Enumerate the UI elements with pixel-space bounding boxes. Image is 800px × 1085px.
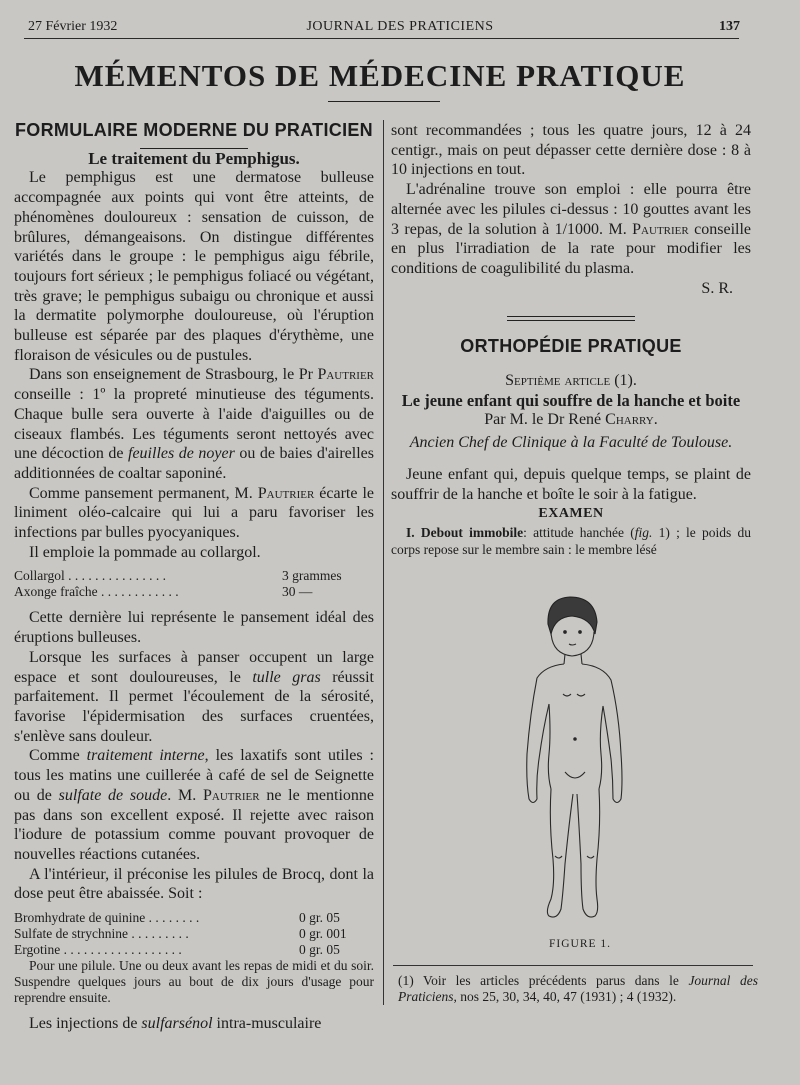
title-rule (328, 101, 440, 102)
text: conseille : 1º la propreté minutieuse des téguments. Chaque bulle sera ouverte à l'aide d'aiguilles ou de ciseaux flambés. Les téguments seront nettoyés avec une décoction de (14, 386, 374, 463)
text: ou de baies d'airelles additionnées de coaltar saponiné. (14, 445, 374, 482)
paragraph: sont recommandées ; tous les quatre jours, 12 à 24 centigr., mais on peut dépasser cette dernière dose : 8 à 10 injections en tout. (391, 122, 751, 179)
author-name: Pautrier (257, 484, 315, 502)
paragraph: Jeune enfant qui, depuis quelque temps, se plaint de souffrir de la hanche et boîte le soir à la fatigue. (391, 465, 751, 503)
dose: 0 gr. 05 (299, 910, 340, 926)
section-title-formulaire: FORMULAIRE MODERNE DU PRATICIEN (15, 120, 373, 140)
paragraph (14, 365, 374, 483)
text: : attitude hanchée ( (523, 524, 635, 540)
text: Comme pansement permanent, M. (29, 484, 253, 502)
article-title: Le jeune enfant qui souffre de la hanche et boite (401, 390, 741, 410)
section-title-orthopedie: ORTHOPÉDIE PRATIQUE (460, 336, 682, 357)
italic-text: tulle gras (252, 668, 321, 686)
byline (391, 410, 751, 430)
author-name: Pautrier (202, 786, 260, 804)
dose: 3 grammes (282, 568, 342, 584)
paragraph (391, 524, 751, 558)
text: L'adrénaline trouve son emploi : elle pourra être alternée avec les pilules ci-dessus : 10 gouttes avant les 3 repas, de la solution à 1/1000. M. (391, 181, 751, 238)
dose: 30 — (282, 584, 313, 600)
text: réussit parfaitement. Il permet l'écoulement de la sérosité, favorise l'épidermisation des surfaces cruentées, s'enlève sans douleur. (14, 668, 374, 745)
right-column (391, 121, 751, 558)
text: (1) Voir les articles précédents parus dans le (398, 973, 679, 988)
paragraph (391, 180, 751, 279)
italic-text: sulfarsénol (141, 1015, 213, 1033)
header-journal-name: JOURNAL DES PRATICIENS (306, 19, 494, 34)
italic-text: traitement interne (86, 747, 205, 765)
prescription-row (14, 926, 374, 942)
ingredient: Sulfate de strychnine . . . . . . . . . (14, 926, 189, 942)
main-title: MÉMENTOS DE MÉDECINE PRATIQUE (74, 58, 686, 93)
text: 1) ; le poids du corps repose sur le membre sain : le membre lésé (391, 524, 752, 557)
paragraph (14, 746, 374, 864)
text: intra-musculaire (216, 1015, 322, 1033)
footnote (398, 973, 758, 1004)
italic-text: fig. (634, 524, 653, 540)
paragraph (14, 1014, 374, 1034)
author-name: Pautrier (317, 366, 375, 384)
ingredient: Collargol . . . . . . . . . . . . . . . (14, 568, 167, 584)
prescription-collargol (14, 568, 374, 600)
text: . M. (167, 786, 197, 804)
figure-child-illustration (515, 594, 635, 934)
signature: S. R. (701, 279, 733, 297)
paragraph: Cette dernière lui représente le pansement idéal des éruptions bulleuses. (14, 609, 374, 647)
footnote-rule (393, 965, 753, 966)
author-name: Charry (605, 411, 654, 429)
text: Lorsque les surfaces à panser occupent un large espace et sont douloureuses, le (14, 648, 374, 686)
dose: 0 gr. 05 (299, 942, 340, 958)
text: Les injections de (29, 1015, 138, 1033)
text: Le pemphigus est une dermatose bulleuse accompagnée aux points qui vont être atteints, de phénomènes douloureux : sensation de cuisson, de brûlures, démangeaisons. On distingue différentes variétés dans le groupe : le pemphigus aigu fébrile, toujours fort sérieux ; le pemphigus foliacé ou végétant, très grave; le pemphigus subaigu ou chronique et aussi la dermatite polymorphe douloureuse, où l'éruption bulleuse est séparée par des plaques d'érythème, une floraison de vésicules ou de pustules. (14, 169, 374, 364)
paragraph (14, 168, 374, 365)
header-date: 27 Février 1932 (28, 19, 118, 34)
prescription-pills (14, 910, 374, 1006)
text: ne le mentionne pas dans son excellent exposé. Il rejette avec raison l'iodure de potassium comme pouvant provoquer de nouvelles réactions cutanées. (14, 786, 375, 863)
text: écarte le liniment oléo-calcaire qui lui a paru favoriser les infections par bulles pyocyaniques. (14, 484, 374, 542)
dose: 0 gr. 001 (299, 926, 347, 942)
text: Comme (29, 747, 80, 765)
ingredient: Ergotine . . . . . . . . . . . . . . . . . . (14, 942, 182, 958)
exam-heading: EXAMEN (538, 506, 604, 522)
paragraph: Il emploie la pommade au collargol. (29, 543, 261, 561)
figure-caption: FIGURE 1. (548, 938, 612, 950)
prescription-note: Pour une pilule. Une ou deux avant les repas de midi et du soir. Suspendre quelques jours au bout de dix jours d'usage pour reprendre ensuite. (14, 958, 374, 1006)
header-rule (24, 38, 739, 39)
bold-text: I. Debout immobile (406, 524, 524, 540)
paragraph: A l'intérieur, il préconise les pilules de Brocq, dont la dose peut être abaissée. Soit : (14, 865, 374, 903)
text: conseille en plus l'irradiation de la rate pour modifier les conditions de coagulibilité du plasma. (391, 220, 752, 277)
article-subtitle: Le traitement du Pemphigus. (88, 148, 300, 168)
ingredient: Bromhydrate de quinine . . . . . . . . (14, 910, 200, 926)
italic-text: feuilles de noyer (128, 445, 235, 463)
text: Dans son enseignement de Strasbourg, le Pr (29, 366, 313, 384)
prescription-row (14, 584, 374, 600)
paragraph (14, 484, 374, 543)
prescription-row (14, 942, 374, 958)
header-page-number: 137 (719, 19, 740, 34)
article-number: Septième article (1). (505, 372, 637, 390)
paragraph (14, 648, 374, 747)
prescription-row (14, 568, 374, 584)
text: Par M. le Dr René (484, 411, 602, 429)
text: . (653, 411, 658, 429)
author-name: Pautrier (632, 220, 689, 238)
text: , les laxatifs sont utiles : tous les matins une cuillerée à café de sel de Seignette ou de (14, 747, 375, 804)
italic-text: Journal des Praticiens (398, 973, 758, 1004)
text: , nos 25, 30, 34, 40, 47 (1931) ; 4 (1932). (453, 988, 677, 1004)
left-column (14, 121, 374, 1034)
prescription-row (14, 910, 374, 926)
affiliation: Ancien Chef de Clinique à la Faculté de Toulouse. (409, 434, 733, 452)
double-rule (507, 316, 635, 321)
column-divider (383, 120, 384, 1005)
italic-text: sulfate de soude (58, 786, 168, 804)
ingredient: Axonge fraîche . . . . . . . . . . . . (14, 584, 179, 600)
